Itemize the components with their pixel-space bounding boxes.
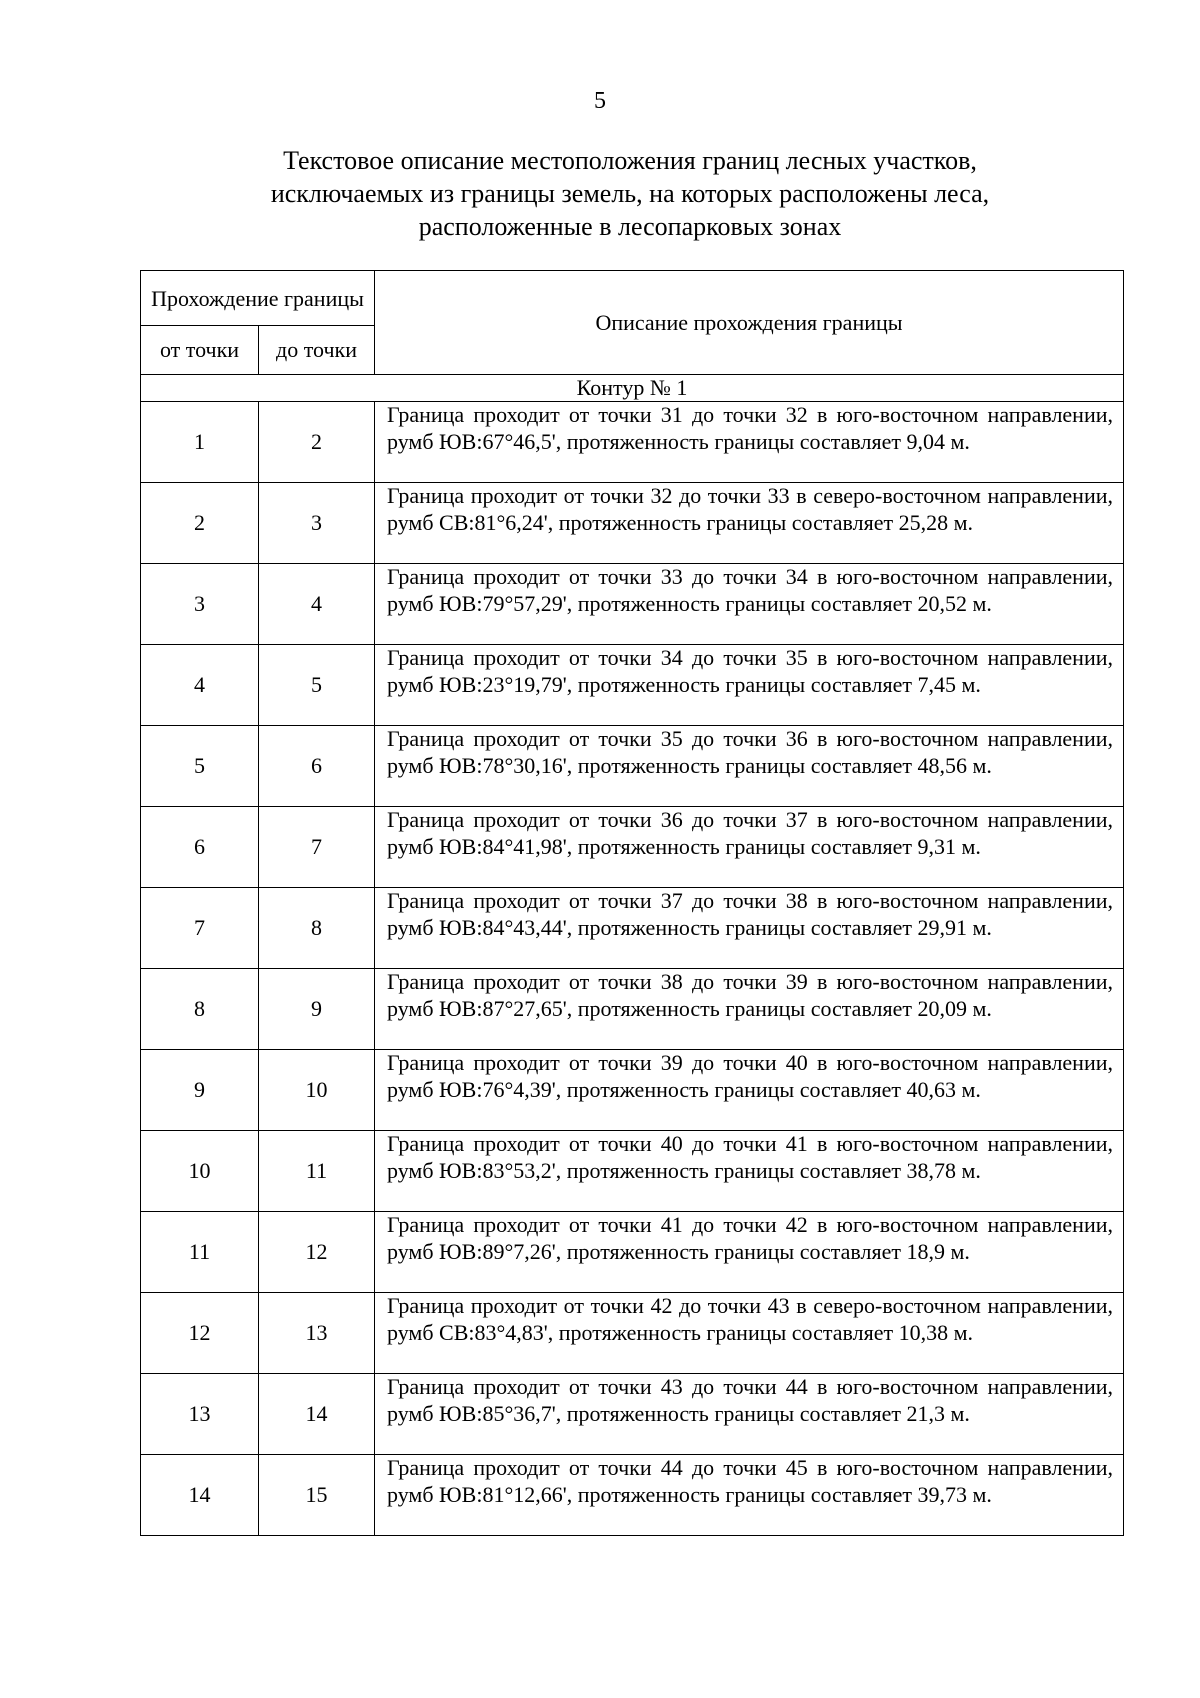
- description-cell: Граница проходит от точки 35 до точки 36 в юго-восточном направлении, румб ЮВ:78°30,16', протяженность границы составляет 48,56 м.: [375, 726, 1124, 807]
- table-row: [141, 1455, 1124, 1536]
- from-point-cell: 5: [141, 726, 259, 807]
- table-row: [141, 1374, 1124, 1455]
- from-point-cell: 11: [141, 1212, 259, 1293]
- to-point-cell: 9: [259, 969, 375, 1050]
- from-point-cell: 6: [141, 807, 259, 888]
- from-point-cell: 10: [141, 1131, 259, 1212]
- to-point-cell: 6: [259, 726, 375, 807]
- to-point-cell: 2: [259, 402, 375, 483]
- document-title: [150, 144, 1110, 243]
- description-cell: Граница проходит от точки 43 до точки 44 в юго-восточном направлении, румб ЮВ:85°36,7', протяженность границы составляет 21,3 м.: [375, 1374, 1124, 1455]
- header-from-point: от точки: [141, 326, 259, 375]
- description-cell: Граница проходит от точки 42 до точки 43 в северо-восточном направлении, румб СВ:83°4,83', протяженность границы составляет 10,38 м.: [375, 1293, 1124, 1374]
- description-cell: Граница проходит от точки 40 до точки 41 в юго-восточном направлении, румб ЮВ:83°53,2', протяженность границы составляет 38,78 м.: [375, 1131, 1124, 1212]
- from-point-cell: 8: [141, 969, 259, 1050]
- description-cell: Граница проходит от точки 36 до точки 37 в юго-восточном направлении, румб ЮВ:84°41,98', протяженность границы составляет 9,31 м.: [375, 807, 1124, 888]
- to-point-cell: 15: [259, 1455, 375, 1536]
- from-point-cell: 2: [141, 483, 259, 564]
- from-point-cell: 9: [141, 1050, 259, 1131]
- to-point-cell: 4: [259, 564, 375, 645]
- description-cell: Граница проходит от точки 41 до точки 42 в юго-восточном направлении, румб ЮВ:89°7,26', протяженность границы составляет 18,9 м.: [375, 1212, 1124, 1293]
- table-row: [141, 1131, 1124, 1212]
- page-number: 5: [594, 88, 606, 114]
- description-cell: Граница проходит от точки 34 до точки 35 в юго-восточном направлении, румб ЮВ:23°19,79', протяженность границы составляет 7,45 м.: [375, 645, 1124, 726]
- from-point-cell: 4: [141, 645, 259, 726]
- table-row: [141, 888, 1124, 969]
- to-point-cell: 3: [259, 483, 375, 564]
- table-row: [141, 1212, 1124, 1293]
- from-point-cell: 12: [141, 1293, 259, 1374]
- header-description: Описание прохождения границы: [375, 271, 1124, 375]
- to-point-cell: 10: [259, 1050, 375, 1131]
- description-cell: Граница проходит от точки 31 до точки 32 в юго-восточном направлении, румб ЮВ:67°46,5', протяженность границы составляет 9,04 м.: [375, 402, 1124, 483]
- table-row: [141, 483, 1124, 564]
- table-row: [141, 645, 1124, 726]
- header-boundary-passage: Прохождение границы: [141, 271, 375, 326]
- to-point-cell: 13: [259, 1293, 375, 1374]
- description-cell: Граница проходит от точки 38 до точки 39 в юго-восточном направлении, румб ЮВ:87°27,65', протяженность границы составляет 20,09 м.: [375, 969, 1124, 1050]
- description-cell: Граница проходит от точки 37 до точки 38 в юго-восточном направлении, румб ЮВ:84°43,44', протяженность границы составляет 29,91 м.: [375, 888, 1124, 969]
- from-point-cell: 14: [141, 1455, 259, 1536]
- table-row: [141, 402, 1124, 483]
- table-row: [141, 564, 1124, 645]
- table-row: [141, 807, 1124, 888]
- to-point-cell: 14: [259, 1374, 375, 1455]
- description-cell: Граница проходит от точки 32 до точки 33 в северо-восточном направлении, румб СВ:81°6,24', протяженность границы составляет 25,28 м.: [375, 483, 1124, 564]
- table-row: [141, 726, 1124, 807]
- table-row: [141, 1293, 1124, 1374]
- title-line: Текстовое описание местоположения границ лесных участков,: [283, 146, 977, 175]
- table-row: [141, 1050, 1124, 1131]
- to-point-cell: 8: [259, 888, 375, 969]
- from-point-cell: 1: [141, 402, 259, 483]
- title-line: расположенные в лесопарковых зонах: [418, 212, 842, 241]
- from-point-cell: 3: [141, 564, 259, 645]
- from-point-cell: 7: [141, 888, 259, 969]
- description-cell: Граница проходит от точки 44 до точки 45 в юго-восточном направлении, румб ЮВ:81°12,66', протяженность границы составляет 39,73 м.: [375, 1455, 1124, 1536]
- description-cell: Граница проходит от точки 39 до точки 40 в юго-восточном направлении, румб ЮВ:76°4,39', протяженность границы составляет 40,63 м.: [375, 1050, 1124, 1131]
- description-cell: Граница проходит от точки 33 до точки 34 в юго-восточном направлении, румб ЮВ:79°57,29', протяженность границы составляет 20,52 м.: [375, 564, 1124, 645]
- to-point-cell: 12: [259, 1212, 375, 1293]
- to-point-cell: 5: [259, 645, 375, 726]
- to-point-cell: 7: [259, 807, 375, 888]
- to-point-cell: 11: [259, 1131, 375, 1212]
- contour-label: Контур № 1: [141, 375, 1124, 402]
- header-to-point: до точки: [259, 326, 375, 375]
- boundary-table: [140, 270, 1124, 1536]
- title-line: исключаемых из границы земель, на которых расположены леса,: [270, 179, 990, 208]
- from-point-cell: 13: [141, 1374, 259, 1455]
- table-row: [141, 969, 1124, 1050]
